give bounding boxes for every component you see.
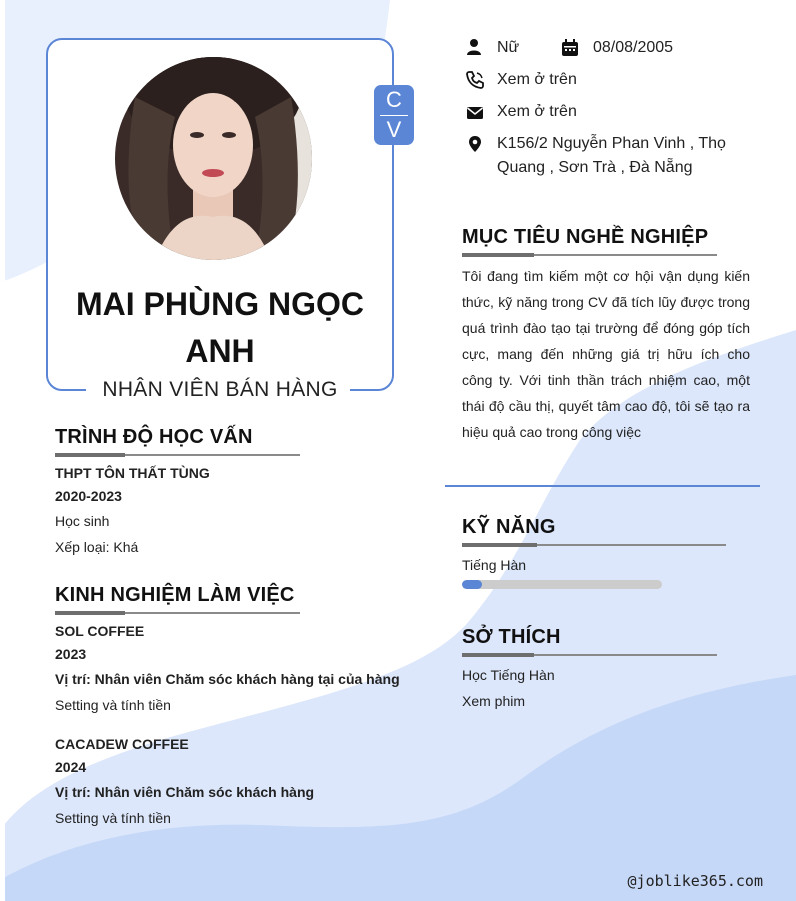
location-pin-icon (466, 135, 484, 153)
hobby-item: Xem phim (462, 693, 526, 709)
experience-year: 2024 (55, 759, 87, 775)
skills-underline (462, 544, 726, 546)
experience-company: CACADEW COFFEE (55, 736, 189, 752)
experience-position: Vị trí: Nhân viên Chăm sóc khách hàng (55, 784, 315, 800)
portrait-illustration (115, 57, 312, 260)
section-divider (445, 485, 760, 487)
experience-year: 2023 (55, 646, 87, 662)
mail-icon (466, 104, 484, 122)
candidate-name: MAI PHÙNG NGỌC ANH (76, 286, 364, 369)
cv-badge-top: C (386, 87, 402, 112)
experience-company: SOL COFFEE (55, 623, 145, 639)
cv-badge (374, 85, 414, 145)
address-line-1: K156/2 Nguyễn Phan Vinh , Thọ (497, 135, 726, 152)
experience-task: Setting và tính tiền (55, 810, 171, 826)
phone-value: Xem ở trên (497, 71, 577, 88)
experience-title: KINH NGHIỆM LÀM VIỆC (55, 584, 295, 606)
skills-title: KỸ NĂNG (462, 516, 556, 538)
education-years: 2020-2023 (55, 488, 122, 504)
hobby-item: Học Tiếng Hàn (462, 667, 555, 683)
calendar-icon (561, 39, 579, 57)
person-icon (465, 38, 483, 56)
skill-level-fill (462, 580, 482, 589)
cv-badge-bottom: V (386, 117, 402, 142)
email-value: Xem ở trên (497, 103, 577, 120)
gender-value: Nữ (497, 39, 520, 56)
cv-badge-separator (380, 115, 408, 116)
objective-title: MỤC TIÊU NGHỀ NGHIỆP (462, 226, 709, 248)
education-title: TRÌNH ĐỘ HỌC VẤN (55, 426, 253, 448)
skill-level-bar (462, 580, 662, 589)
candidate-role: NHÂN VIÊN BÁN HÀNG (102, 378, 338, 401)
education-grade: Xếp loại: Khá (55, 539, 139, 555)
experience-underline (55, 612, 300, 614)
profile-photo (115, 57, 312, 260)
skill-name: Tiếng Hàn (462, 557, 527, 573)
address-line-2: Quang , Sơn Trà , Đà Nẵng (497, 159, 693, 176)
hobbies-underline (462, 654, 717, 656)
education-status: Học sinh (55, 513, 110, 529)
education-school: THPT TÔN THẤT TÙNG (55, 465, 210, 481)
education-underline (55, 454, 300, 456)
phone-icon (466, 71, 484, 89)
objective-underline (462, 254, 717, 256)
experience-task: Setting và tính tiền (55, 697, 171, 713)
experience-position: Vị trí: Nhân viên Chăm sóc khách hàng tại của hàng (55, 671, 400, 687)
left-edge-strip (0, 0, 5, 901)
objective-text: Tôi đang tìm kiếm một cơ hội vận dụng kiến thức, kỹ năng trong CV đã tích lũy được trong quá trình đào tạo tại trường để đóng góp tích cực, mang đến những giá trị hữu ích cho công ty. Với tinh thần trách nhiệm cao, một thái độ cầu thị, quyết tâm cao độ, tôi sẽ tạo ra hiệu quả cao trong công việc (462, 268, 750, 440)
watermark: @joblike365.com (627, 872, 763, 890)
birthday-value: 08/08/2005 (593, 39, 674, 56)
hobbies-title: SỞ THÍCH (462, 626, 561, 648)
